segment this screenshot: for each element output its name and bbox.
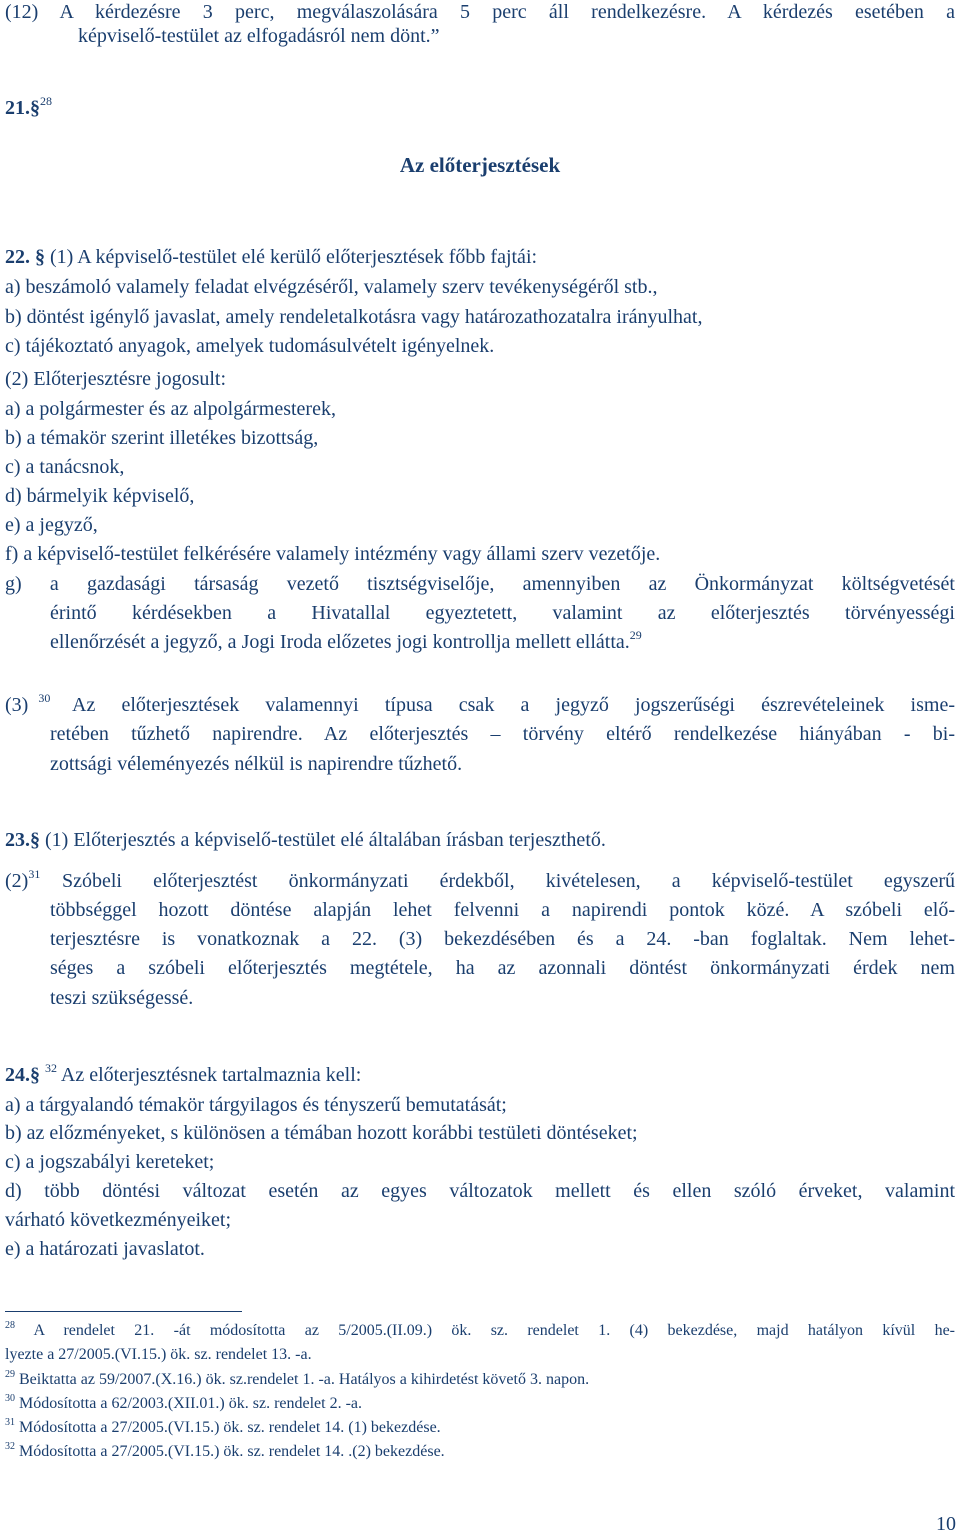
footnote-ref: 28 <box>40 94 52 108</box>
body-text: Az előterjesztésnek tartalmaznia kell: <box>60 1064 362 1086</box>
paragraph-22-3-continued: zottsági véleményezés nélkül is napirendre tűzhető. <box>50 753 463 775</box>
section-sign: § <box>35 246 45 268</box>
paragraph-23-2-continued: többséggel hozott döntése alapján lehet felvenni a napirendi pontok közé. A szóbeli elő- <box>50 899 955 921</box>
list-item: d) bármelyik képviselő, <box>5 485 195 507</box>
footnote-number: 29 <box>5 1369 15 1380</box>
paragraph-22-3-continued: retében tűzhető napirendre. Az előterjesztés – törvény eltérő rendelkezése hiányában - bi- <box>50 723 955 745</box>
paragraph-22-2: (2) Előterjesztésre jogosult: <box>5 368 227 390</box>
section-sign: § <box>30 97 40 119</box>
footnote-ref: 32 <box>45 1061 57 1075</box>
section-sign: § <box>30 1064 40 1086</box>
list-item: b) döntést igénylő javaslat, amely rendeletalkotásra vagy határozathozatalra irányulhat, <box>5 306 703 328</box>
page-number: 10 <box>936 1513 956 1535</box>
section-heading-24 <box>5 1063 361 1087</box>
footnote-text: Módosította a 27/2005.(VI.15.) ök. sz. rendelet 14. (1) bekezdése. <box>19 1419 441 1436</box>
paragraph-22-1 <box>5 245 537 269</box>
footnote <box>5 1370 589 1390</box>
paragraph-23-2-continued: terjesztésre is vonatkoznak a 22. (3) bekezdésében és a 24. -ban foglaltak. Nem lehet- <box>50 928 955 950</box>
paragraph-number: (3) <box>5 694 29 716</box>
body-text: ellenőrzését a jegyző, a Jogi Iroda előzetes jogi kontrollja mellett ellátta. <box>50 631 630 653</box>
paragraph-23-1 <box>5 828 606 852</box>
list-item: c) a tanácsnok, <box>5 456 125 478</box>
list-item: f) a képviselő-testület felkérésére valamely intézmény vagy állami szerv vezetője. <box>5 543 661 565</box>
footnote <box>5 1321 955 1341</box>
footnote-number: 31 <box>5 1417 15 1428</box>
body-line: képviselő-testület az elfogadásról nem dönt.” <box>78 25 440 47</box>
list-item: c) tájékoztató anyagok, amelyek tudomásulvételt igényelnek. <box>5 335 495 357</box>
footnote-text: Módosította a 27/2005.(VI.15.) ök. sz. rendelet 14. .(2) bekezdése. <box>19 1443 445 1460</box>
footnote-number: 32 <box>5 1441 15 1452</box>
paragraph-number: (2) <box>5 870 29 892</box>
footnote-ref: 29 <box>629 628 642 642</box>
list-item: d) több döntési változat esetén az egyes változatok mellett és ellen szóló érveket, valamint <box>5 1180 955 1202</box>
footnote-ref: 30 <box>38 691 51 705</box>
body-text: (1) A képviselő-testület elé kerülő előterjesztések főbb fajtái: <box>45 246 538 268</box>
paragraph-22-3: Az előterjesztések valamennyi típusa csak a jegyző jogszerűségi észrevételeinek isme- <box>72 694 955 716</box>
list-item: b) a témakör szerint illetékes bizottság, <box>5 427 319 449</box>
list-item-continued: várható következményeiket; <box>5 1209 232 1231</box>
section-number: 23. <box>5 829 30 851</box>
list-item: e) a határozati javaslatot. <box>5 1238 205 1260</box>
section-heading-21 <box>5 96 52 120</box>
list-item: e) a jegyző, <box>5 514 98 536</box>
footnote-text: Beiktatta az 59/2007.(X.16.) ök. sz.rendelet 1. -a. Hatályos a kihirdetést követő 3. napon. <box>19 1371 590 1388</box>
footnote <box>5 1394 362 1414</box>
paragraph-23-2-continued: teszi szükségessé. <box>50 987 194 1009</box>
list-item: a) a polgármester és az alpolgármesterek, <box>5 398 336 420</box>
section-number: 21. <box>5 97 30 119</box>
footnote <box>5 1418 441 1438</box>
footnote-text: A rendelet 21. -át módosította az 5/2005.(II.09.) ök. sz. rendelet 1. (4) bekezdése, majd hatályon kívül he- <box>33 1322 955 1339</box>
section-title: Az előterjesztések <box>399 153 561 177</box>
list-item-continued: érintő kérdésekben a Hivatallal egyeztetett, valamint az előterjesztés törvényességi <box>50 602 955 624</box>
list-item: a) a tárgyalandó témakör tárgyilagos és tényszerű bemutatását; <box>5 1094 507 1116</box>
paragraph-23-2-label <box>5 869 40 893</box>
paragraph-23-2: Szóbeli előterjesztést önkormányzati érdekből, kivételesen, a képviselő-testület egyszerű <box>62 870 955 892</box>
list-item: a) beszámoló valamely feladat elvégzéséről, valamely szerv tevékenységéről stb., <box>5 276 658 298</box>
footnote-divider <box>5 1311 242 1312</box>
footnote-number: 30 <box>5 1393 15 1404</box>
footnote-text: lyezte a 27/2005.(VI.15.) ök. sz. rendelet 13. -a. <box>5 1346 312 1363</box>
footnote-ref: 31 <box>28 867 41 881</box>
section-number: 22. <box>5 246 30 268</box>
list-item: c) a jogszabályi kereteket; <box>5 1151 215 1173</box>
paragraph-23-2-continued: séges a szóbeli előterjesztés megtétele, ha az azonnali döntést önkormányzati érdek nem <box>50 957 955 979</box>
paragraph-22-3-label <box>5 693 50 717</box>
list-item: b) az előzményeket, s különösen a témában hozott korábbi testületi döntéseket; <box>5 1122 638 1144</box>
body-line: (12) A kérdezésre 3 perc, megválaszolására 5 perc áll rendelkezésre. A kérdezés esetében a <box>5 1 955 23</box>
footnote-number: 28 <box>5 1320 15 1331</box>
list-item-continued <box>50 630 642 654</box>
list-item: g) a gazdasági társaság vezető tisztségviselője, amennyiben az Önkormányzat költségvetését <box>5 573 955 595</box>
footnote <box>5 1345 312 1365</box>
body-text: (1) Előterjesztés a képviselő-testület elé általában írásban terjeszthető. <box>45 829 606 851</box>
footnote <box>5 1442 445 1462</box>
footnote-text: Módosította a 62/2003.(XII.01.) ök. sz. rendelet 2. -a. <box>19 1395 363 1412</box>
section-number: 24. <box>5 1064 30 1086</box>
section-sign: § <box>30 829 40 851</box>
